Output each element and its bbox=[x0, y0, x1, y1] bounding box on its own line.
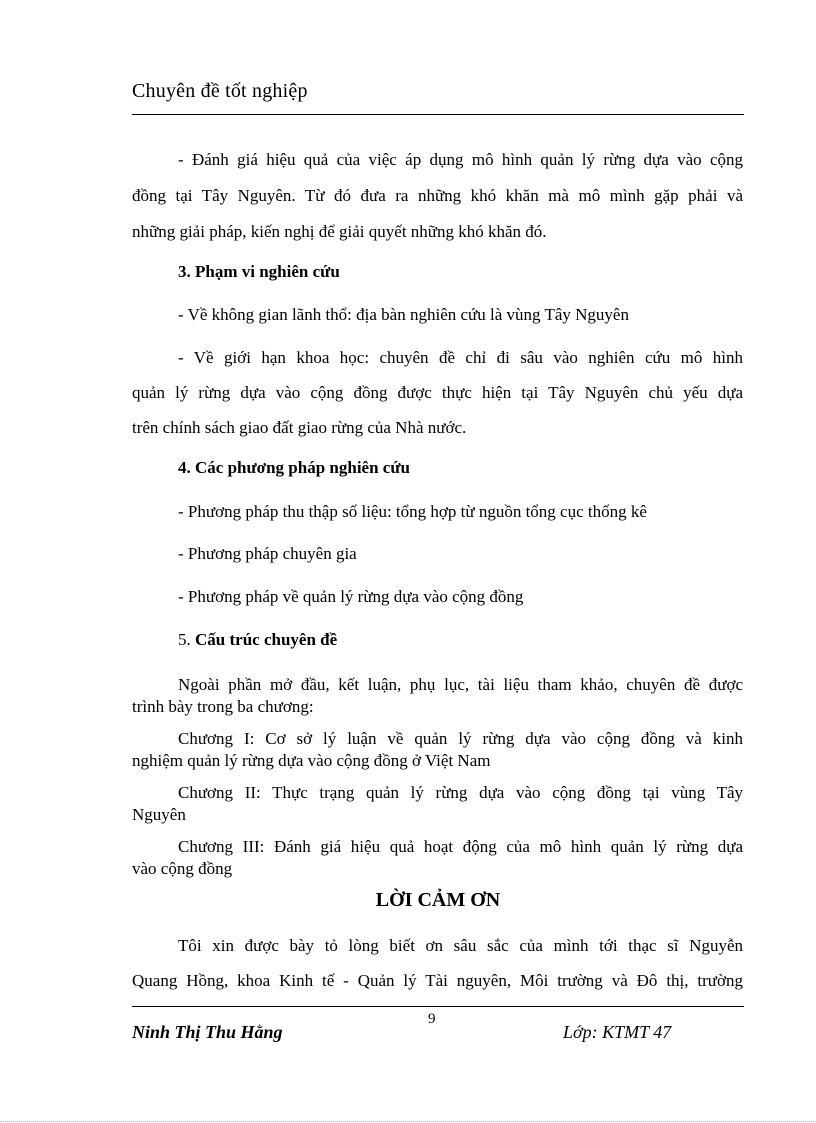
paragraph-line: những giải pháp, kiến nghị để giải quyết những khó khăn đó. bbox=[132, 222, 547, 241]
chapter-line: Chương I: Cơ sở lý luận về quản lý rừng dựa vào cộng đồng và kinh bbox=[178, 729, 743, 748]
section-heading bbox=[178, 630, 337, 650]
page-edge bbox=[0, 1121, 816, 1122]
paragraph-line: quản lý rừng dựa vào cộng đồng được thực hiện tại Tây Nguyên chủ yếu dựa bbox=[132, 383, 743, 402]
list-item: - Phương pháp về quản lý rừng dựa vào cộng đồng bbox=[178, 587, 524, 606]
chapter-line: vào cộng đồng bbox=[132, 859, 233, 878]
chapter-line: Chương II: Thực trạng quản lý rừng dựa vào cộng đồng tại vùng Tây bbox=[178, 783, 743, 802]
list-item: - Phương pháp thu thập số liệu: tổng hợp từ nguồn tổng cục thống kê bbox=[178, 502, 647, 521]
footer-class: Lớp: KTMT 47 bbox=[563, 1022, 672, 1042]
footer-author: Ninh Thị Thu Hằng bbox=[132, 1022, 283, 1042]
paragraph-line: - Về không gian lãnh thổ: địa bàn nghiên cứu là vùng Tây Nguyên bbox=[178, 305, 629, 324]
footer-rule bbox=[132, 1006, 744, 1007]
paragraph-line: - Đánh giá hiệu quả của việc áp dụng mô hình quản lý rừng dựa vào cộng bbox=[178, 150, 743, 169]
paragraph-line: Ngoài phần mở đầu, kết luận, phụ lục, tài liệu tham khảo, chuyên đề được bbox=[178, 675, 743, 694]
page-header-title: Chuyên đề tốt nghiệp bbox=[132, 80, 308, 102]
section-heading: 3. Phạm vi nghiên cứu bbox=[178, 262, 340, 281]
section-heading: 4. Các phương pháp nghiên cứu bbox=[178, 458, 410, 477]
paragraph-line: Quang Hồng, khoa Kinh tế - Quản lý Tài nguyên, Môi trường và Đô thị, trường bbox=[132, 971, 743, 990]
paragraph-line: Tôi xin được bày tỏ lòng biết ơn sâu sắc của mình tới thạc sĩ Nguyễn bbox=[178, 936, 743, 955]
header-rule bbox=[132, 114, 744, 115]
chapter-line: nghiệm quản lý rừng dựa vào cộng đồng ở Việt Nam bbox=[132, 751, 491, 770]
section-heading-text: Cấu trúc chuyên đề bbox=[195, 630, 338, 649]
chapter-line: Nguyên bbox=[132, 805, 186, 824]
paragraph-line: trình bày trong ba chương: bbox=[132, 697, 314, 716]
page-number: 9 bbox=[428, 1011, 436, 1027]
chapter-line: Chương III: Đánh giá hiệu quả hoạt động của mô hình quản lý rừng dựa bbox=[178, 837, 743, 856]
paragraph-line: đồng tại Tây Nguyên. Từ đó đưa ra những khó khăn mà mô mình gặp phải và bbox=[132, 186, 743, 205]
paragraph-line: trên chính sách giao đất giao rừng của Nhà nước. bbox=[132, 418, 467, 437]
section-number: 5. bbox=[178, 630, 195, 649]
paragraph-line: - Về giới hạn khoa học: chuyên đề chỉ đi sâu vào nghiên cứu mô hình bbox=[178, 348, 743, 367]
list-item: - Phương pháp chuyên gia bbox=[178, 544, 357, 563]
acknowledgement-heading: LỜI CẢM ƠN bbox=[375, 889, 501, 911]
